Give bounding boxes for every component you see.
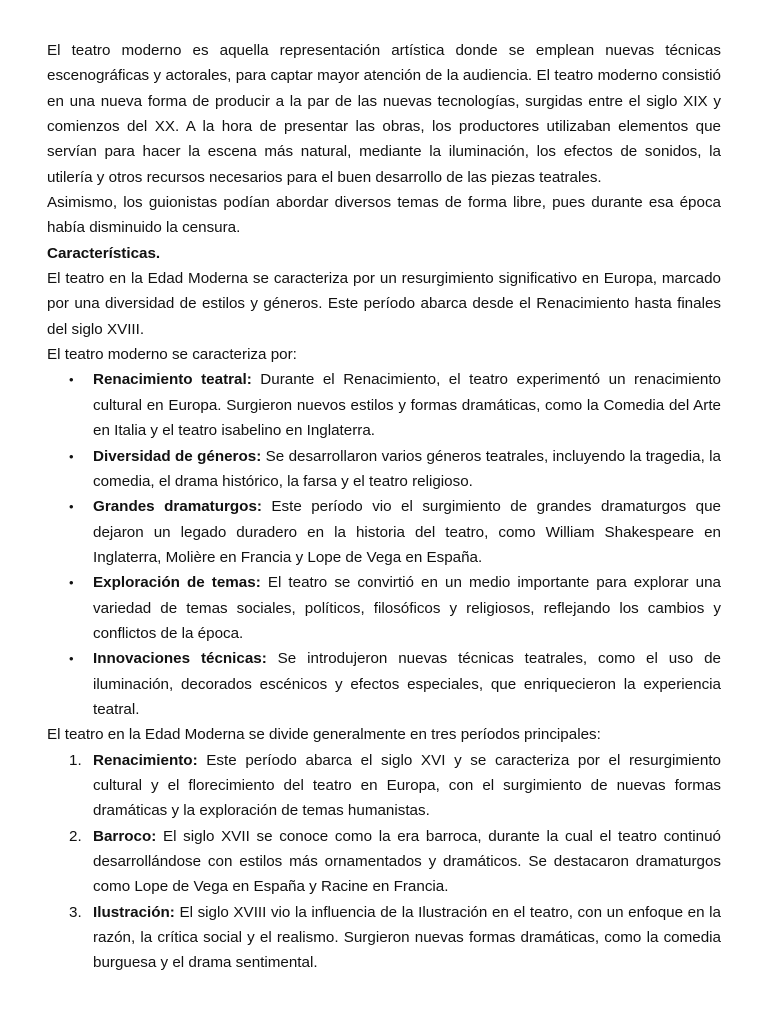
numbered-item-text: El siglo XVIII vio la influencia de la Ilustración en el teatro, con un enfoque en la razón, la crítica social y el realismo. Surgieron nuevas formas dramáticas, como la comedia burguesa y el drama sentimental. (93, 903, 721, 972)
numbered-item (47, 824, 721, 900)
bullet-icon: • (69, 372, 74, 388)
intro-paragraph: Asimismo, los guionistas podían abordar diversos temas de forma libre, pues durante esa época había disminuido la censura. (47, 194, 721, 237)
numbered-item (47, 748, 721, 824)
numbered-item-text: El siglo XVII se conoce como la era barroca, durante la cual el teatro continuó desarrollándose con estilos más ornamentados y dramáticos. Se destacaron dramaturgos como Lope de Vega en España y Racine en Francia. (93, 827, 721, 896)
bullet-icon: • (69, 651, 74, 667)
list-item-term: Exploración de temas: (93, 574, 261, 592)
item-number: 2. (69, 827, 82, 845)
list-item-term: Grandes dramaturgos: (93, 498, 262, 516)
bullet-icon: • (69, 575, 74, 591)
section-paragraph: El teatro en la Edad Moderna se caracteriza por un resurgimiento significativo en Europa, marcado por una diversidad de estilos y géneros. Este período abarca desde el Renacimiento hasta finales del siglo XVIII. (47, 270, 721, 338)
bullet-icon: • (69, 448, 74, 464)
characteristics-list (47, 367, 721, 722)
numbered-item-term: Barroco: (93, 827, 157, 845)
list-item-term: Innovaciones técnicas: (93, 650, 267, 668)
list-item-text: Durante el Renacimiento, el teatro experimentó un renacimiento cultural en Europa. Surgieron nuevos estilos y formas dramáticas, como la Comedia del Arte en Italia y el teatro isabelino en Inglaterra. (93, 371, 722, 440)
list-item (47, 570, 721, 646)
list-item-term: Renacimiento teatral: (93, 371, 252, 389)
list-item (47, 646, 721, 722)
numbered-item-term: Renacimiento: (93, 751, 198, 769)
list-item (47, 494, 721, 570)
item-number: 3. (69, 903, 82, 921)
list-item-text: El teatro se convirtió en un medio importante para explorar una variedad de temas sociales, políticos, filosóficos y religiosos, reflejando los cambios y conflictos de la época. (93, 574, 721, 642)
list-item-text: Se desarrollaron varios géneros teatrales, incluyendo la tragedia, la comedia, el drama histórico, la farsa y el teatro religioso. (93, 447, 722, 490)
list-item (47, 444, 721, 495)
numbered-item (47, 900, 721, 976)
intro-paragraph: El teatro moderno es aquella representación artística donde se emplean nuevas técnicas escenográficas y actorales, para captar mayor atención de la audiencia. El teatro moderno consistió en una nueva forma de producir a la par de las nuevas tecnologías, surgidas entre el siglo XIX y comienzos del XX. A la hora de presentar las obras, los productores utilizaban elementos que servían para hacer la escena más natural, mediante la iluminación, los efectos de sonidos, la utilería y otros recursos necesarios para el buen desarrollo de las piezas teatrales. (47, 42, 721, 186)
list-item-text: Este período vio el surgimiento de grandes dramaturgos que dejaron un legado duradero en la historia del teatro, como William Shakespeare en Inglaterra, Molière en Francia y Lope de Vega en España. (93, 498, 721, 566)
list-item-text: Se introdujeron nuevas técnicas teatrales, como el uso de iluminación, decorados escénicos y efectos especiales, que enriquecieron la experiencia teatral. (93, 650, 722, 718)
numbered-item-text: Este período abarca el siglo XVI y se caracteriza por el resurgimiento cultural y el florecimiento del teatro en Europa, con el surgimiento de nuevas formas dramáticas y la exploración de temas humanistas. (93, 751, 721, 820)
list-item (47, 367, 721, 443)
item-number: 1. (69, 751, 82, 769)
section-paragraph: El teatro moderno se caracteriza por: (47, 346, 297, 364)
bullet-icon: • (69, 499, 74, 515)
list-item-term: Diversidad de géneros: (93, 447, 262, 465)
numbered-item-term: Ilustración: (93, 903, 175, 921)
periods-intro: El teatro en la Edad Moderna se divide generalmente en tres períodos principales: (47, 726, 601, 744)
periods-list (47, 748, 721, 976)
section-heading: Características. (47, 244, 161, 262)
document-page (47, 38, 721, 976)
